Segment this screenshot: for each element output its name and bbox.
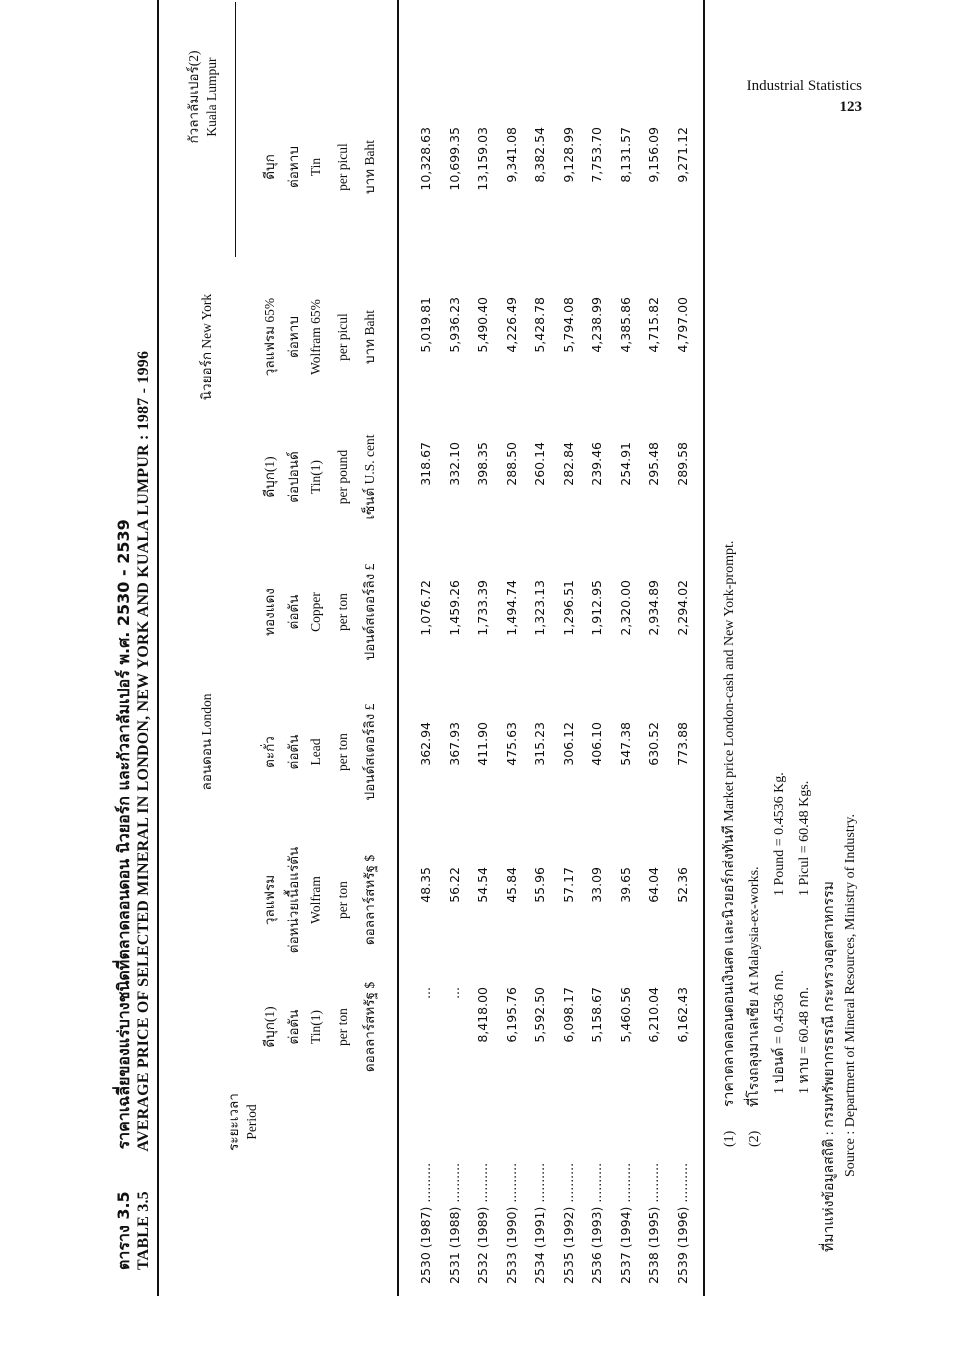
table-bottom-rule xyxy=(703,0,705,1296)
value-cell: 5,490.40 xyxy=(475,297,490,353)
value-cell: 4,385.86 xyxy=(617,297,633,353)
value-cell: 411.90 xyxy=(475,722,490,766)
column-header-unit: per picul xyxy=(335,313,350,361)
table-row xyxy=(447,0,477,1362)
note-2-text: ที่โรงถลุงมาเลเซีย At Malaysia-ex-works. xyxy=(747,866,762,1107)
value-cell: 398.35 xyxy=(475,442,490,486)
page-number: 123 xyxy=(839,99,862,115)
value-cell: ... xyxy=(418,987,433,999)
value-cell: 318.67 xyxy=(418,442,433,486)
value-cell: 55.96 xyxy=(532,867,547,903)
value-cell: 362.94 xyxy=(418,722,433,766)
value-cell: 5,794.08 xyxy=(560,297,576,353)
conversion-pound-english: 1 Pound = 0.4536 Kg. xyxy=(772,772,787,896)
column-header-th2: ต่อหาบ xyxy=(286,316,301,358)
period-cell: 2533 (1990) .......... xyxy=(503,1162,519,1284)
table-row xyxy=(675,0,705,1362)
value-cell: 4,238.99 xyxy=(589,297,604,353)
title-english-text: AVERAGE PRICE OF SELECTED MINERAL IN LONDON, NEW YORK AND KUALA LUMPUR : 1987 - 1996 xyxy=(135,350,152,1152)
column-header-unit: per picul xyxy=(335,143,350,191)
column-header-en: Tin xyxy=(308,157,323,177)
value-cell: 332.10 xyxy=(446,442,462,486)
section-title: Industrial Statistics xyxy=(746,78,862,94)
value-cell: 64.04 xyxy=(646,867,661,903)
period-cell: 2538 (1995) .......... xyxy=(646,1162,661,1284)
column-header-en: Tin(1) xyxy=(308,460,323,495)
value-cell: 4,226.49 xyxy=(503,297,519,353)
column-header-unit: per ton xyxy=(335,733,350,771)
value-cell: 9,271.12 xyxy=(674,127,690,183)
column-header-currency: บาท Baht xyxy=(362,140,377,194)
source-english: Source : Department of Mineral Resources, Ministry of Industry. xyxy=(843,813,858,1177)
conversion-pound-thai: 1 ปอนด์ = 0.4536 กก. xyxy=(772,970,787,1094)
value-cell: 630.52 xyxy=(646,722,661,766)
note-2-mark: (2) xyxy=(747,1130,762,1147)
column-header-th2: ต่อหน่วยเนื้อแร่ตัน xyxy=(286,846,301,954)
period-cell: 2539 (1996) .......... xyxy=(674,1162,690,1284)
title-thai-text: ราคาเฉลี่ยของแร่บางชนิดที่ตลาดลอนดอน นิวยอร์ก และกัวลาลัมเปอร์ พ.ศ. 2530 - 2539 xyxy=(114,519,133,1150)
conversion-picul-thai: 1 หาบ = 60.48 กก. xyxy=(797,987,812,1094)
column-header-th: ตะกั่ว xyxy=(262,736,277,768)
column-header-th2: ต่อตัน xyxy=(286,734,301,770)
value-cell: 6,162.43 xyxy=(674,987,690,1043)
column-header-th: วุลแฟรม xyxy=(262,874,277,926)
value-cell: 1,076.72 xyxy=(418,580,433,636)
column-header-unit: per ton xyxy=(335,593,350,631)
table-row xyxy=(646,0,676,1362)
market-london: ลอนดอน London xyxy=(199,693,214,791)
market-kl-english: Kuala Lumpur xyxy=(204,57,219,137)
value-cell: 2,294.02 xyxy=(674,580,690,636)
table-row xyxy=(504,0,534,1362)
note-1-mark: (1) xyxy=(722,1130,737,1147)
value-cell: 5,428.78 xyxy=(532,297,547,353)
table-row xyxy=(589,0,619,1362)
header-bottom-rule xyxy=(397,0,399,1296)
value-cell: 8,382.54 xyxy=(532,127,547,183)
value-cell: 547.38 xyxy=(617,722,633,766)
note-1 xyxy=(718,541,740,1147)
value-cell: 306.12 xyxy=(560,722,576,766)
period-cell: 2537 (1994) .......... xyxy=(617,1162,633,1284)
column-header-th: ทองแดง xyxy=(262,588,277,636)
value-cell: 315.23 xyxy=(532,722,547,766)
period-cell: 2536 (1993) .......... xyxy=(589,1162,604,1284)
value-cell: 4,797.00 xyxy=(674,297,690,353)
table-row xyxy=(532,0,562,1362)
column-header-currency: ดอลลาร์สหรัฐ $ xyxy=(362,854,377,946)
value-cell: 10,328.63 xyxy=(418,127,433,191)
column-header-currency: ดอลลาร์สหรัฐ $ xyxy=(362,981,377,1073)
note-2 xyxy=(743,866,765,1147)
source-thai: ที่มาแห่งข้อมูลสถิติ : กรมทรัพยากรธรณี กระทรวงอุตสาหกรรม xyxy=(822,881,837,1252)
note-1-text: ราคาตลาดลอนดอนเงินสด และนิวยอร์กส่งทันที Market price London-cash and New York-prompt. xyxy=(722,540,737,1107)
value-cell: 57.17 xyxy=(560,867,576,903)
value-cell: 1,912.95 xyxy=(589,580,604,636)
value-cell: 5,019.81 xyxy=(418,297,433,353)
value-cell: 13,159.03 xyxy=(475,127,490,191)
column-header-unit: per ton xyxy=(335,1008,350,1046)
value-cell: 1,733.39 xyxy=(475,580,490,636)
value-cell: 33.09 xyxy=(589,867,604,903)
market-kl-thai: กัวลาลัมเปอร์(2) xyxy=(186,50,201,144)
column-header-th: ดีบุก(1) xyxy=(262,456,277,498)
value-cell: 52.36 xyxy=(674,867,690,903)
value-cell: 6,210.04 xyxy=(646,987,661,1043)
conversion-picul-english: 1 Picul = 60.48 Kgs. xyxy=(797,780,812,896)
value-cell: 10,699.35 xyxy=(446,127,462,191)
value-cell: 8,418.00 xyxy=(475,987,490,1043)
table-row xyxy=(418,0,448,1362)
column-header-en: Wolfram 65% xyxy=(308,299,323,375)
value-cell: 1,323.13 xyxy=(532,580,547,636)
title-thai xyxy=(112,519,137,1270)
header-top-rule xyxy=(157,0,159,1296)
column-header-th: วุลแฟรม 65% xyxy=(262,297,277,377)
column-header-en: Tin(1) xyxy=(308,1010,323,1045)
value-cell: 1,459.26 xyxy=(446,580,462,636)
title-english xyxy=(135,351,153,1270)
value-cell: 2,934.89 xyxy=(646,580,661,636)
value-cell: 406.10 xyxy=(589,722,604,766)
value-cell: 288.50 xyxy=(503,442,519,486)
value-cell: 295.48 xyxy=(646,442,661,486)
column-header-currency: บาท Baht xyxy=(362,310,377,364)
table-row xyxy=(618,0,648,1362)
value-cell: 4,715.82 xyxy=(646,297,661,353)
period-cell: 2530 (1987) .......... xyxy=(418,1162,433,1284)
column-header-currency: ปอนด์สเตอร์ลิง £ xyxy=(362,703,377,801)
value-cell: 2,320.00 xyxy=(617,580,633,636)
value-cell: 9,128.99 xyxy=(560,127,576,183)
value-cell: 54.54 xyxy=(475,867,490,903)
kl-underline xyxy=(235,2,236,257)
value-cell: 289.58 xyxy=(674,442,690,486)
value-cell: 260.14 xyxy=(532,442,547,486)
column-header-en: Wolfram xyxy=(308,876,323,924)
table-label-english: TABLE 3.5 xyxy=(135,1191,152,1270)
value-cell: 5,460.56 xyxy=(617,987,633,1043)
period-cell: 2534 (1991) .......... xyxy=(532,1162,547,1284)
value-cell: 367.93 xyxy=(446,722,462,766)
value-cell: 6,098.17 xyxy=(560,987,576,1043)
column-header-th2: ต่อปอนด์ xyxy=(286,451,301,503)
column-header-th2: ต่อหาบ xyxy=(286,146,301,188)
column-header-currency: เซ็นต์ U.S. cent xyxy=(362,434,377,520)
value-cell: 1,494.74 xyxy=(503,580,519,636)
table-label-thai: ตาราง 3.5 xyxy=(114,1191,133,1270)
period-cell: 2531 (1988) .......... xyxy=(446,1162,462,1284)
value-cell: 239.46 xyxy=(589,442,604,486)
column-header-th2: ต่อตัน xyxy=(286,594,301,630)
column-header-en: Lead xyxy=(308,738,323,766)
column-header-unit: per pound xyxy=(335,449,350,505)
market-newyork: นิวยอร์ก New York xyxy=(199,293,214,401)
value-cell: 48.35 xyxy=(418,867,433,903)
value-cell: 8,131.57 xyxy=(617,127,633,183)
value-cell: 282.84 xyxy=(560,442,576,486)
column-header-currency: ปอนด์สเตอร์ลิง £ xyxy=(362,563,377,661)
value-cell: 9,156.09 xyxy=(646,127,661,183)
column-header-unit: per ton xyxy=(335,881,350,919)
table-row xyxy=(475,0,505,1362)
period-cell: 2535 (1992) .......... xyxy=(560,1162,576,1284)
period-header-thai: ระยะเวลา xyxy=(226,1093,241,1151)
conversion-picul xyxy=(793,781,815,1094)
table-row xyxy=(561,0,591,1362)
value-cell: 7,753.70 xyxy=(589,127,604,183)
column-header-en: Copper xyxy=(308,592,323,632)
value-cell: 45.84 xyxy=(503,867,519,903)
column-header-th: ดีบุก xyxy=(262,154,277,180)
value-cell: 5,158.67 xyxy=(589,987,604,1043)
value-cell: 6,195.76 xyxy=(503,987,519,1043)
value-cell: 56.22 xyxy=(446,867,462,903)
value-cell: 1,296.51 xyxy=(560,580,576,636)
value-cell: 5,592.50 xyxy=(532,987,547,1043)
conversion-pound xyxy=(768,772,790,1094)
value-cell: ... xyxy=(446,987,462,999)
value-cell: 475.63 xyxy=(503,722,519,766)
period-header-english: Period xyxy=(244,1104,259,1140)
period-cell: 2532 (1989) .......... xyxy=(475,1162,490,1284)
value-cell: 9,341.08 xyxy=(503,127,519,183)
column-header-th2: ต่อตัน xyxy=(286,1009,301,1045)
value-cell: 39.65 xyxy=(617,867,633,903)
column-header-th: ดีบุก(1) xyxy=(262,1006,277,1048)
value-cell: 5,936.23 xyxy=(446,297,462,353)
value-cell: 773.88 xyxy=(674,722,690,766)
value-cell: 254.91 xyxy=(617,442,633,486)
